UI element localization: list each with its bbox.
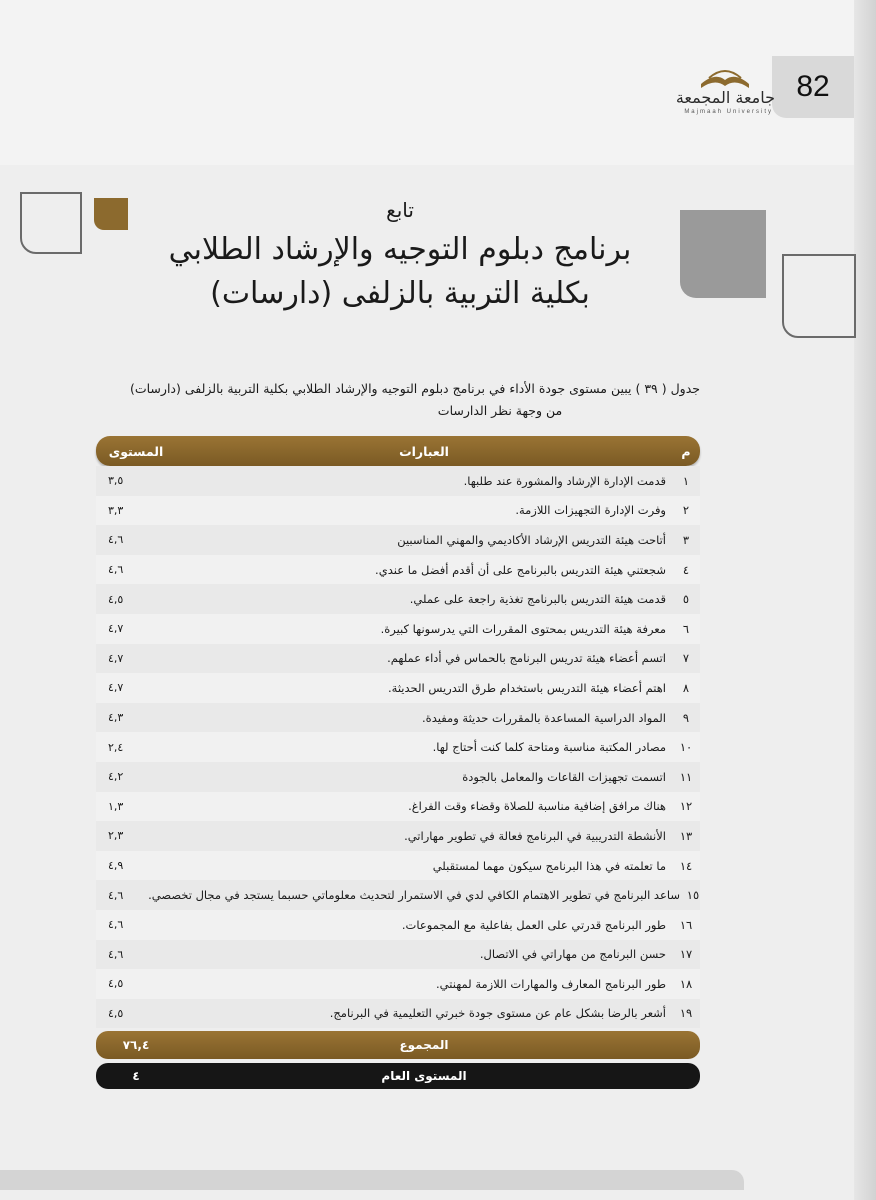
header-number: م bbox=[681, 443, 691, 459]
row-statement: اتسمت تجهيزات القاعات والمعامل بالجودة bbox=[462, 769, 666, 784]
row-number: ٧ bbox=[682, 651, 690, 666]
row-level: ٤,٧ bbox=[108, 651, 124, 665]
row-number: ١٨ bbox=[679, 976, 693, 991]
row-level: ٤,٦ bbox=[108, 918, 124, 932]
table-body bbox=[96, 466, 700, 1028]
row-level: ٤,٧ bbox=[108, 681, 124, 695]
header-level: المستوى bbox=[108, 443, 164, 459]
row-number: ١٥ bbox=[686, 888, 700, 903]
table-row bbox=[96, 644, 700, 674]
row-level: ٤,٥ bbox=[108, 1006, 124, 1020]
table-row bbox=[96, 821, 700, 851]
caption-line-1: جدول ( ٣٩ ) يبين مستوى جودة الأداء في برنامج دبلوم التوجيه والإرشاد الطلابي بكلية التربية بالزلفى (دارسات) bbox=[129, 381, 700, 396]
row-number: ١٢ bbox=[679, 799, 693, 814]
row-level: ٣,٣ bbox=[108, 503, 124, 517]
table-row bbox=[96, 940, 700, 970]
page-title bbox=[140, 198, 660, 316]
table-row bbox=[96, 466, 700, 496]
row-level: ٢,٣ bbox=[108, 829, 124, 843]
total-value: ٧٦,٤ bbox=[122, 1038, 150, 1053]
university-logo bbox=[665, 66, 775, 118]
table-row bbox=[96, 584, 700, 614]
decorative-square-gold bbox=[94, 198, 128, 230]
row-statement: قدمت الإدارة الإرشاد والمشورة عند طلبها. bbox=[463, 473, 666, 488]
row-number: ٢ bbox=[682, 503, 690, 518]
decorative-square-gray bbox=[680, 210, 766, 298]
page-right-edge bbox=[854, 0, 876, 1200]
table-row bbox=[96, 525, 700, 555]
row-level: ٤,٣ bbox=[108, 711, 124, 725]
row-number: ١٧ bbox=[679, 947, 693, 962]
row-level: ٤,٢ bbox=[108, 770, 124, 784]
logo-subtext: Majmaah University bbox=[684, 109, 773, 115]
row-level: ٢,٤ bbox=[108, 740, 124, 754]
row-level: ١,٣ bbox=[108, 799, 124, 813]
table-row bbox=[96, 880, 700, 910]
decorative-square-outline-left bbox=[20, 192, 82, 254]
row-statement: الأنشطة التدريبية في البرنامج فعالة في تطوير مهاراتي. bbox=[404, 828, 666, 843]
row-statement: هناك مرافق إضافية مناسبة للصلاة وقضاء وقت الفراغ. bbox=[408, 799, 666, 814]
title-continued: تابع bbox=[386, 198, 414, 222]
page-number: 82 bbox=[772, 56, 854, 118]
table-row bbox=[96, 999, 700, 1029]
row-statement: أتاحت هيئة التدريس الإرشاد الأكاديمي والمهني المناسبين bbox=[397, 532, 666, 547]
general-level-label: المستوى العام bbox=[381, 1069, 467, 1084]
row-statement: طور البرنامج قدرتي على العمل بفاعلية مع المجموعات. bbox=[401, 917, 666, 932]
row-number: ٥ bbox=[682, 592, 690, 607]
table-caption bbox=[100, 378, 700, 422]
row-statement: المواد الدراسية المساعدة بالمقررات حديثة ومفيدة. bbox=[422, 710, 666, 725]
row-level: ٤,٩ bbox=[108, 859, 124, 873]
row-number: ١٣ bbox=[679, 828, 693, 843]
table-row bbox=[96, 910, 700, 940]
row-statement: اتسم أعضاء هيئة تدريس البرنامج بالحماس في أداء عملهم. bbox=[387, 651, 666, 666]
row-number: ٣ bbox=[682, 532, 690, 547]
table-row bbox=[96, 496, 700, 526]
logo-text: جامعة المجمعة bbox=[675, 88, 775, 107]
row-level: ٤,٦ bbox=[108, 563, 124, 577]
table-row bbox=[96, 792, 700, 822]
row-level: ٤,٧ bbox=[108, 622, 124, 636]
total-row bbox=[96, 1031, 700, 1059]
row-level: ٤,٥ bbox=[108, 977, 124, 991]
row-number: ١ bbox=[682, 473, 690, 488]
row-number: ١١ bbox=[679, 769, 693, 784]
decorative-square-outline-right bbox=[782, 254, 856, 338]
row-number: ٦ bbox=[682, 621, 690, 636]
row-level: ٤,٥ bbox=[108, 592, 124, 606]
title-line-2: بكلية التربية بالزلفى (دارسات) bbox=[210, 276, 590, 311]
row-number: ١٩ bbox=[679, 1006, 693, 1021]
table-row bbox=[96, 732, 700, 762]
row-number: ٩ bbox=[682, 710, 690, 725]
row-statement: معرفة هيئة التدريس بمحتوى المقررات التي يدرسونها كبيرة. bbox=[380, 621, 666, 636]
total-label: المجموع bbox=[399, 1038, 449, 1053]
row-statement: وفرت الإدارة التجهيزات اللازمة. bbox=[515, 503, 666, 518]
table-row bbox=[96, 703, 700, 733]
table-row bbox=[96, 969, 700, 999]
table-row bbox=[96, 762, 700, 792]
row-level: ٤,٦ bbox=[108, 533, 124, 547]
general-level-value: ٤ bbox=[132, 1069, 140, 1084]
table-header bbox=[96, 436, 700, 466]
header-statements: العبارات bbox=[399, 443, 449, 459]
row-statement: شجعتني هيئة التدريس بالبرنامج على أن أقدم أفضل ما عندي. bbox=[375, 562, 666, 577]
row-statement: اهتم أعضاء هيئة التدريس باستخدام طرق التدريس الحديثة. bbox=[388, 680, 666, 695]
caption-line-2: من وجهة نظر الدارسات bbox=[437, 403, 563, 418]
row-statement: حسن البرنامج من مهاراتي في الاتصال. bbox=[479, 947, 666, 962]
row-statement: ما تعلمته في هذا البرنامج سيكون مهما لمستقبلي bbox=[432, 858, 666, 873]
row-statement: مصادر المكتبة مناسبة ومتاحة كلما كنت أحتاج لها. bbox=[432, 740, 666, 755]
row-level: ٤,٦ bbox=[108, 888, 124, 902]
row-statement: طور البرنامج المعارف والمهارات اللازمة لمهنتي. bbox=[436, 976, 666, 991]
row-number: ١٦ bbox=[679, 917, 693, 932]
row-statement: أشعر بالرضا بشكل عام عن مستوى جودة خبرتي التعليمية في البرنامج. bbox=[329, 1006, 666, 1021]
table-row bbox=[96, 673, 700, 703]
page-bottom-bar bbox=[0, 1170, 744, 1190]
row-number: ٤ bbox=[682, 562, 690, 577]
table-row bbox=[96, 614, 700, 644]
general-level-row bbox=[96, 1063, 700, 1089]
row-number: ٨ bbox=[682, 680, 690, 695]
table-row bbox=[96, 555, 700, 585]
quality-table bbox=[96, 436, 700, 1089]
row-statement: قدمت هيئة التدريس بالبرنامج تغذية راجعة على عملي. bbox=[409, 592, 666, 607]
row-statement: ساعد البرنامج في تطوير الاهتمام الكافي لدي في الاستمرار لتحديث معلوماتي حسبما يستجد في مجال تخصصي. bbox=[148, 888, 680, 903]
table-row bbox=[96, 851, 700, 881]
row-number: ١٠ bbox=[679, 740, 693, 755]
title-line-1: برنامج دبلوم التوجيه والإرشاد الطلابي bbox=[168, 232, 632, 267]
row-number: ١٤ bbox=[679, 858, 693, 873]
row-level: ٤,٦ bbox=[108, 947, 124, 961]
row-level: ٣,٥ bbox=[108, 474, 124, 488]
